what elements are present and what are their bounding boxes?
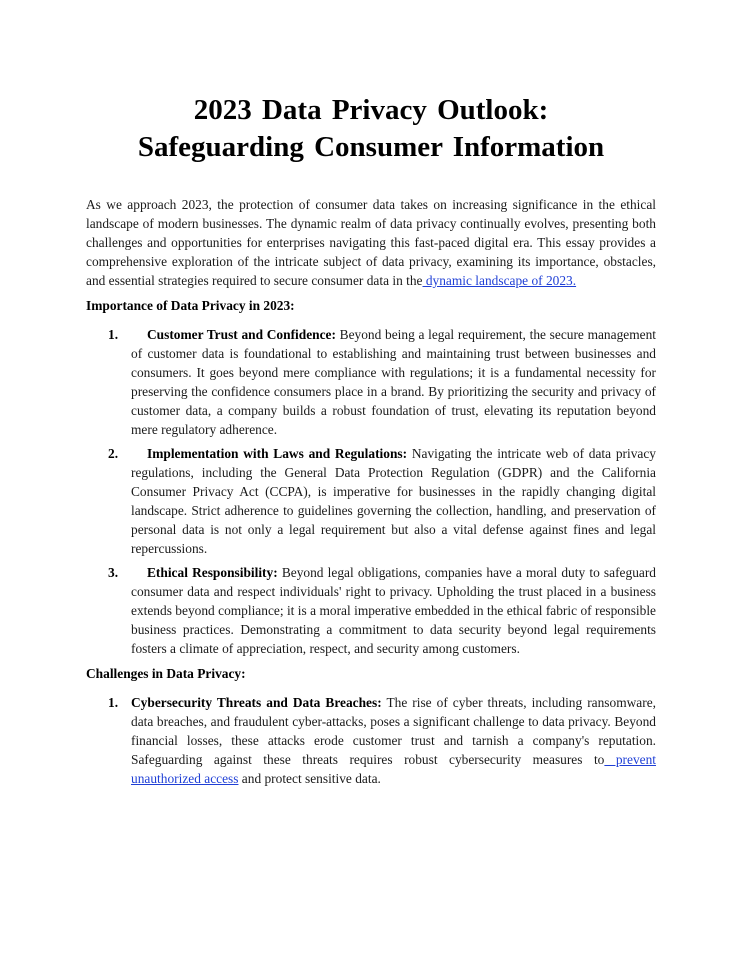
title-line-2: Safeguarding Consumer Information [137, 131, 605, 163]
item-title: Cybersecurity Threats and Data Breaches: [131, 695, 382, 710]
challenges-heading: Challenges in Data Privacy: [86, 666, 246, 681]
intro-text: As we approach 2023, the protection of consumer data takes on increasing significance in the ethical landscape of modern businesses. The dynamic realm of data privacy continually evolves, presenting both challenges and opportunities for enterprises navigating this fast-paced digital era. This essay provides a comprehensive exploration of the intricate subject of data privacy, examining its importance, obstacles, and essential strategies required to secure consumer data in the [86, 197, 656, 288]
list-item [86, 563, 656, 658]
importance-heading: Importance of Data Privacy in 2023: [86, 298, 295, 313]
list-item [86, 325, 656, 439]
item-text: Navigating the intricate web of data privacy regulations, including the General Data Protection Regulation (GDPR) and the California Consumer Privacy Act (CCPA), is imperative for businesses in the rapidly changing digital landscape. Strict adherence to guidelines governing the collection, handling, and preservation of personal data is not only a legal requirement but also a vital defense against fines and legal repercussions. [131, 446, 656, 556]
document-page [86, 92, 656, 793]
prevent-unauthorized-access-link[interactable]: prevent unauthorized access [131, 752, 657, 786]
title-line-1: 2023 Data Privacy Outlook: [193, 94, 549, 126]
item-number: 2. [108, 446, 119, 461]
dynamic-landscape-link[interactable]: dynamic landscape of 2023. [422, 273, 577, 288]
item-text: Beyond legal obligations, companies have a moral duty to safeguard consumer data and respect individuals' right to privacy. Upholding the trust placed in a business extends beyond compliance; it is a moral imperative embedded in the ethical fabric of responsible business practices. Demonstrating a commitment to data security beyond legal requirements fosters a climate of appreciation, respect, and security among customers. [131, 565, 656, 656]
item-title: Ethical Responsibility: [147, 565, 278, 580]
item-text: Beyond being a legal requirement, the secure management of customer data is foundational to establishing and maintaining trust between businesses and consumers. It goes beyond mere compliance with regulations; it is a fundamental necessity for preserving the confidence consumers place in a brand. By prioritizing the security and privacy of customer data, a company builds a robust foundation of trust, elevating its reputation beyond mere regulatory adherence. [131, 327, 656, 437]
intro-paragraph [86, 195, 656, 290]
item-text: The rise of cyber threats, including ransomware, data breaches, and fraudulent cyber-attacks, poses a significant challenge to data privacy. Beyond financial losses, these attacks erode customer trust and tarnish a company's reputation. Safeguarding against these threats requires robust cybersecurity measures to [131, 695, 656, 767]
list-item [86, 444, 656, 558]
importance-list [86, 325, 656, 658]
item-text-end: and protect sensitive data. [238, 771, 381, 786]
challenges-list [86, 693, 656, 788]
item-title: Customer Trust and Confidence: [147, 327, 336, 342]
item-title: Implementation with Laws and Regulations: [147, 446, 408, 461]
document-title [86, 92, 656, 166]
list-item [86, 693, 656, 788]
item-number: 1. [108, 327, 119, 342]
item-number: 3. [108, 565, 119, 580]
item-number: 1. [108, 695, 119, 710]
